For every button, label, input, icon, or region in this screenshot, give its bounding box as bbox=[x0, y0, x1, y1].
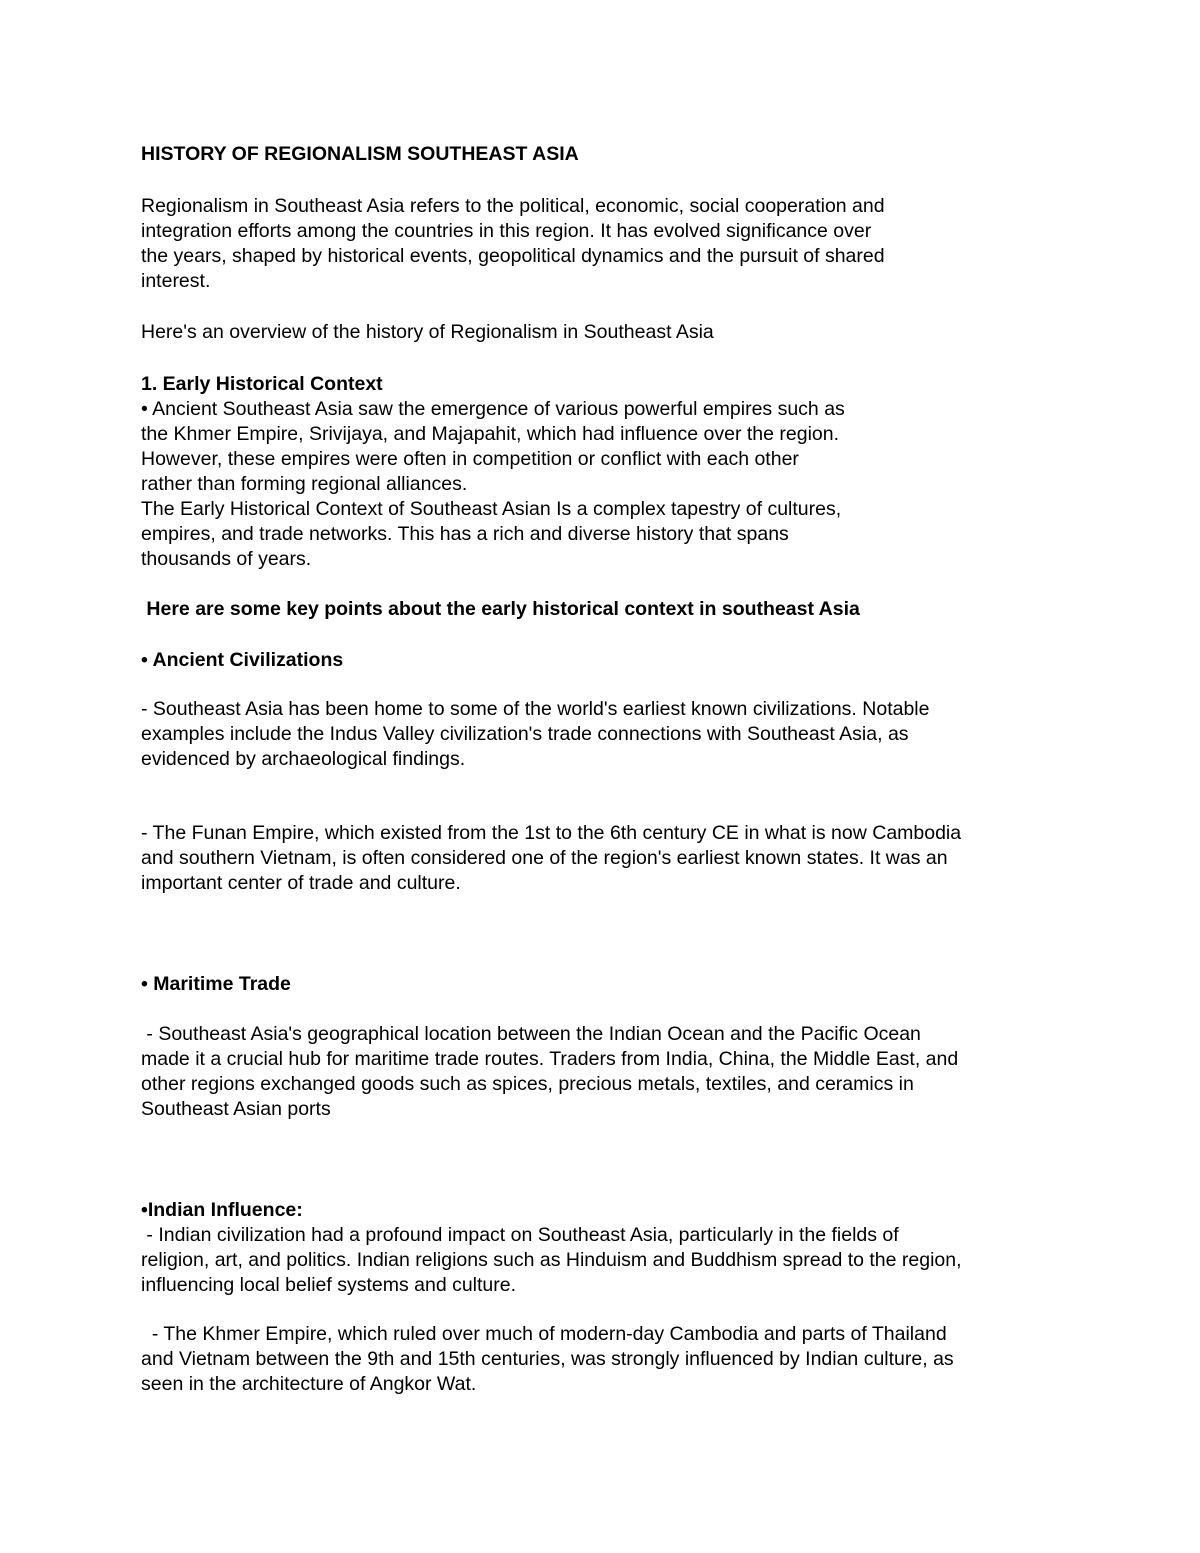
body-line: thousands of years. bbox=[141, 548, 312, 570]
body-line: and Vietnam between the 9th and 15th centuries, was strongly influenced by Indian culture, as bbox=[141, 1348, 954, 1370]
key-points-heading: Here are some key points about the early historical context in southeast Asia bbox=[141, 598, 860, 620]
body-line: - Southeast Asia's geographical location between the Indian Ocean and the Pacific Ocean bbox=[141, 1023, 921, 1045]
intro-line: interest. bbox=[141, 270, 211, 292]
body-line: examples include the Indus Valley civilization's trade connections with Southeast Asia, as bbox=[141, 723, 909, 745]
body-line: evidenced by archaeological findings. bbox=[141, 748, 466, 770]
intro-line: Regionalism in Southeast Asia refers to the political, economic, social cooperation and bbox=[141, 195, 885, 217]
body-line: the Khmer Empire, Srivijaya, and Majapahit, which had influence over the region. bbox=[141, 423, 840, 445]
overview-line: Here's an overview of the history of Regionalism in Southeast Asia bbox=[141, 321, 714, 343]
body-line: rather than forming regional alliances. bbox=[141, 473, 468, 495]
body-line: and southern Vietnam, is often considered one of the region's earliest known states. It was an bbox=[141, 847, 948, 869]
body-line: made it a crucial hub for maritime trade routes. Traders from India, China, the Middle East, and bbox=[141, 1048, 959, 1070]
subheading-ancient-civilizations: • Ancient Civilizations bbox=[141, 649, 344, 671]
body-line: - Southeast Asia has been home to some of the world's earliest known civilizations. Notable bbox=[141, 698, 930, 720]
body-line: empires, and trade networks. This has a rich and diverse history that spans bbox=[141, 523, 789, 545]
body-line: • Ancient Southeast Asia saw the emergence of various powerful empires such as bbox=[141, 398, 845, 420]
intro-line: the years, shaped by historical events, geopolitical dynamics and the pursuit of shared bbox=[141, 245, 885, 267]
body-line: The Early Historical Context of Southeast Asian Is a complex tapestry of cultures, bbox=[141, 498, 842, 520]
body-line: influencing local belief systems and culture. bbox=[141, 1274, 517, 1296]
document-title: HISTORY OF REGIONALISM SOUTHEAST ASIA bbox=[141, 143, 579, 165]
body-line: However, these empires were often in competition or conflict with each other bbox=[141, 448, 799, 470]
body-line: - The Funan Empire, which existed from the 1st to the 6th century CE in what is now Cambodia bbox=[141, 822, 962, 844]
intro-line: integration efforts among the countries in this region. It has evolved significance over bbox=[141, 220, 872, 242]
body-line: religion, art, and politics. Indian religions such as Hinduism and Buddhism spread to the region, bbox=[141, 1249, 962, 1271]
body-line: - Indian civilization had a profound impact on Southeast Asia, particularly in the fields of bbox=[141, 1224, 899, 1246]
body-line: other regions exchanged goods such as spices, precious metals, textiles, and ceramics in bbox=[141, 1073, 914, 1095]
section-heading-early-historical-context: 1. Early Historical Context bbox=[141, 373, 383, 395]
subheading-maritime-trade: • Maritime Trade bbox=[141, 973, 291, 995]
subheading-indian-influence: •Indian Influence: bbox=[141, 1199, 303, 1221]
body-line: seen in the architecture of Angkor Wat. bbox=[141, 1373, 477, 1395]
body-line: important center of trade and culture. bbox=[141, 872, 461, 894]
body-line: Southeast Asian ports bbox=[141, 1098, 331, 1120]
body-line: - The Khmer Empire, which ruled over much of modern-day Cambodia and parts of Thailand bbox=[141, 1323, 947, 1345]
